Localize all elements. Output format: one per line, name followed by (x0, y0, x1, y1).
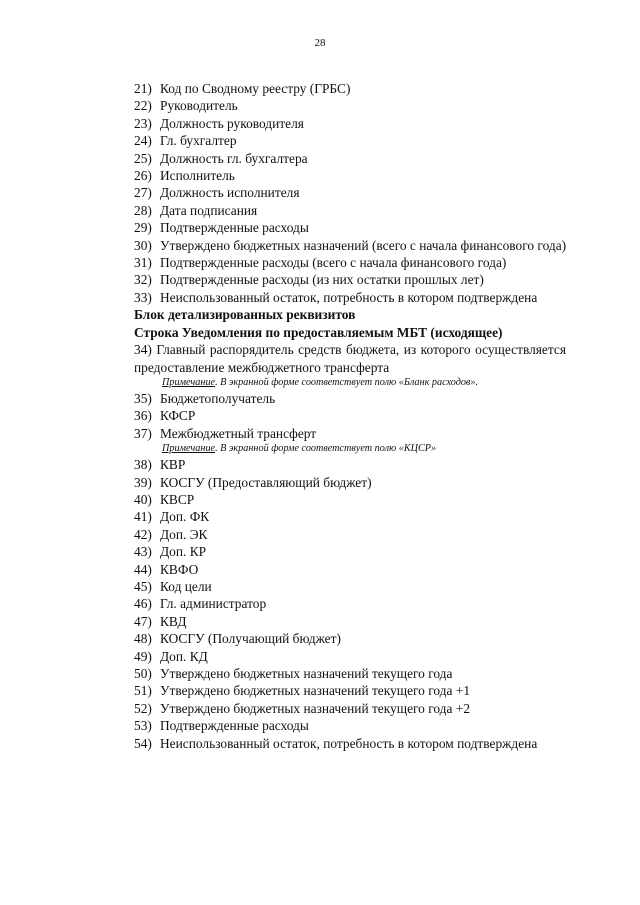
list-item-text: Дата подписания (160, 202, 258, 218)
list-item-number: 29) (134, 220, 152, 236)
list-item (134, 237, 566, 254)
list-item-text: Должность гл. бухгалтера (160, 150, 308, 166)
list-item-number: 23) (134, 115, 152, 131)
list-item-text: Утверждено бюджетных назначений (всего с начала финансового года) (160, 237, 567, 253)
list-item (134, 219, 566, 236)
list-item-text: Главный распорядитель средств бюджета, из которого осуществляется (156, 342, 566, 358)
list-item (134, 115, 566, 132)
section-heading-detailed-requisites: Блок детализированных реквизитов (134, 307, 356, 323)
list-item-number: 32) (134, 272, 152, 288)
list-item-text: Подтвержденные расходы (160, 220, 309, 236)
list-item (134, 543, 566, 560)
list-item (134, 254, 566, 271)
list-item-number: 39) (134, 474, 152, 490)
list-item-text: Утверждено бюджетных назначений текущего года +2 (160, 700, 471, 716)
page-number: 28 (314, 37, 326, 49)
list-item-number: 51) (134, 683, 152, 699)
list-item-text: КОСГУ (Предоставляющий бюджет) (160, 474, 372, 490)
list-item (134, 491, 566, 508)
list-item-text: Должность исполнителя (160, 185, 300, 201)
list-item-text: Подтвержденные расходы (всего с начала финансового года) (160, 255, 507, 271)
list-item-number: 41) (134, 509, 152, 525)
list-item-text: Код цели (160, 578, 212, 594)
list-item (134, 508, 566, 525)
list-item-number: 36) (134, 408, 152, 424)
list-item (134, 665, 566, 682)
list-item (134, 735, 566, 752)
list-item (134, 202, 566, 219)
list-item-text: Гл. администратор (160, 596, 267, 612)
requisites-list-part3 (134, 456, 566, 752)
list-item-number: 40) (134, 491, 152, 507)
list-item-text: Бюджетополучатель (160, 390, 276, 406)
list-item (134, 474, 566, 491)
list-item (134, 425, 566, 442)
list-item-number: 50) (134, 666, 152, 681)
requisites-list-part1 (134, 80, 566, 306)
list-item-text: Подтвержденные расходы (160, 718, 309, 734)
list-item (134, 407, 566, 424)
list-item-number: 30) (134, 237, 152, 253)
list-item (134, 717, 566, 734)
list-item-number: 42) (134, 526, 152, 542)
list-item (134, 578, 566, 595)
list-item-number: 27) (134, 185, 152, 201)
list-item-number: 24) (134, 133, 152, 149)
list-item-text: КВФО (160, 561, 199, 577)
list-item-number: 35) (134, 390, 152, 406)
list-item-34-line1 (134, 341, 566, 358)
list-item (134, 630, 566, 647)
list-item-text: Код по Сводному реестру (ГРБС) (160, 81, 351, 96)
list-item-number: 43) (134, 544, 152, 560)
list-item-text: КОСГУ (Получающий бюджет) (160, 631, 341, 647)
list-item-number: 22) (134, 98, 152, 114)
list-item (134, 289, 566, 306)
list-item-text: Руководитель (160, 98, 238, 114)
list-item-number: 37) (134, 425, 152, 441)
list-item (134, 271, 566, 288)
list-item-number: 21) (134, 81, 152, 96)
list-item (134, 132, 566, 149)
list-item (134, 613, 566, 630)
list-item-text: Исполнитель (160, 168, 235, 184)
list-item-number: 44) (134, 561, 152, 577)
list-item (134, 561, 566, 578)
list-item-text: КВР (160, 457, 186, 473)
list-item-number: 38) (134, 457, 152, 473)
list-item (134, 595, 566, 612)
list-item-number: 46) (134, 596, 152, 612)
list-item-text: Доп. ФК (160, 509, 210, 525)
list-item (134, 80, 566, 97)
section-heading-notification-row: Строка Уведомления по предоставляемым МБТ (исходящее) (134, 324, 503, 340)
list-item-text: КВСР (160, 491, 195, 507)
note-text: . В экранной форме соответствует полю «КЦСР» (215, 443, 437, 455)
list-item-number: 31) (134, 255, 152, 271)
list-item-text: Доп. КР (160, 544, 207, 560)
list-item-number: 33) (134, 289, 152, 305)
list-item-text: Доп. КД (160, 648, 208, 664)
note-label: Примечание (162, 376, 216, 388)
document-body (134, 80, 566, 752)
list-item (134, 456, 566, 473)
list-item-text: Межбюджетный трансферт (160, 425, 317, 441)
note-kcsr (134, 442, 566, 456)
list-item-number: 53) (134, 718, 152, 734)
note-blank-expenses (134, 376, 566, 390)
list-item-34 (134, 341, 566, 376)
list-item-text: Утверждено бюджетных назначений текущего года (160, 666, 453, 681)
note-label: Примечание (162, 443, 216, 455)
list-item-number: 25) (134, 150, 152, 166)
requisites-list-part2 (134, 390, 566, 442)
list-item-number: 54) (134, 735, 152, 751)
list-item-number: 34) (134, 342, 152, 358)
list-item-text: Неиспользованный остаток, потребность в котором подтверждена (160, 735, 538, 751)
list-item-text: Гл. бухгалтер (160, 133, 237, 149)
list-item-number: 47) (134, 613, 152, 629)
list-item-number: 49) (134, 648, 152, 664)
list-item (134, 97, 566, 114)
list-item-number: 26) (134, 168, 152, 184)
list-item (134, 526, 566, 543)
note-text: . В экранной форме соответствует полю «Бланк расходов». (215, 376, 479, 388)
list-item-text: КВД (160, 613, 187, 629)
list-item-text: Неиспользованный остаток, потребность в котором подтверждена (160, 289, 538, 305)
list-item (134, 184, 566, 201)
list-item-number: 48) (134, 631, 152, 647)
list-item (134, 648, 566, 665)
list-item (134, 700, 566, 717)
list-item (134, 150, 566, 167)
list-item-text: Должность руководителя (160, 115, 304, 131)
list-item-text: Утверждено бюджетных назначений текущего года +1 (160, 683, 471, 699)
list-item-text: Доп. ЭК (160, 526, 208, 542)
list-item (134, 682, 566, 699)
list-item-number: 28) (134, 202, 152, 218)
list-item-text: КФСР (160, 408, 196, 424)
list-item-number: 45) (134, 578, 152, 594)
list-item-text: Подтвержденные расходы (из них остатки прошлых лет) (160, 272, 484, 288)
list-item (134, 390, 566, 407)
list-item (134, 167, 566, 184)
list-item-34-line2: предоставление межбюджетного трансферта (134, 359, 390, 375)
list-item-number: 52) (134, 700, 152, 716)
